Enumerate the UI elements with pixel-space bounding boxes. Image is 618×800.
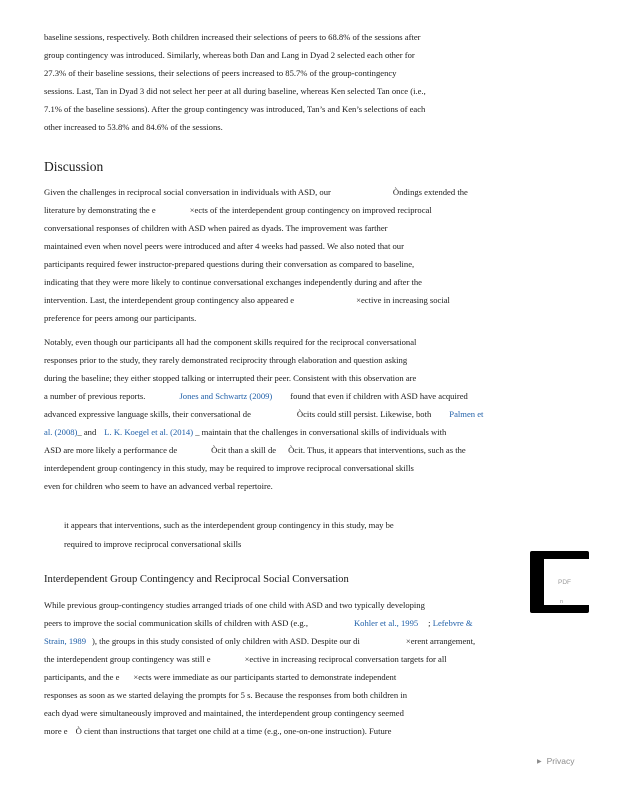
p4-l4a: the interdependent group contingency was still e (44, 654, 211, 664)
pdf-download-widget[interactable] (530, 551, 589, 613)
p3-l4a: a number of previous reports. (44, 391, 146, 401)
p3-line-5 (44, 408, 483, 420)
p4-l8b: Ò cient than instructions that target one child at a time (e.g., one-on-one instruction). Future (75, 726, 392, 736)
p1-line-1: baseline sessions, respectively. Both children increased their selections of peers to 68.8% of the sessions after (44, 32, 421, 42)
p2-line-2 (44, 204, 432, 216)
p2-line-8: preference for peers among our participants. (44, 313, 197, 323)
p3-l5b: Òcits could still persist. Likewise, both (296, 409, 432, 419)
p4-line-7: each dyad were simultaneously improved and maintained, the interdependent group contingency seemed (44, 708, 404, 718)
p4-l2b: ; (428, 618, 433, 628)
citation-koegel-2014[interactable]: L. K. Koegel et al. (2014) (104, 427, 194, 437)
citation-palmen-2008-part1[interactable]: Palmen et (449, 409, 484, 419)
citation-lefebvre-strain-1989-part1[interactable]: Lefebvre & (432, 618, 473, 628)
p4-l3a: ), the groups in this study consisted of only children with ASD. Despite our di (92, 636, 360, 646)
pdf-sub-label: n (560, 599, 564, 605)
p1-line-5: 7.1% of the baseline sessions). After the group contingency was introduced, Tan’s and Ken’s selections of each (44, 104, 426, 114)
p2-l7b: ×ective in increasing social (356, 295, 450, 305)
p4-line-3 (44, 635, 475, 647)
p3-line-4 (44, 390, 468, 402)
triangle-right-icon: ▶ (537, 759, 542, 765)
p4-line-6: responses as soon as we started delaying the prompts for 5 s. Because the responses from both children in (44, 690, 408, 700)
section-subheading: Interdependent Group Contingency and Reciprocal Social Conversation (44, 574, 349, 585)
p3-line-1: Notably, even though our participants all had the component skills required for the reciprocal conversational (44, 337, 417, 347)
p4-l4b: ×ective in increasing reciprocal conversation targets for all (244, 654, 447, 664)
p2-l1b: Òndings extended the (392, 187, 468, 197)
p3-l5a: advanced expressive language skills, their conversational de (44, 409, 251, 419)
p4-l5a: participants, and the e (44, 672, 120, 682)
p2-l2a: literature by demonstrating the e (44, 205, 156, 215)
p1-line-6: other increased to 53.8% and 84.6% of the sessions. (44, 122, 223, 132)
discussion-heading: Discussion (44, 159, 104, 174)
p2-l2b: ×ects of the interdependent group contingency on improved reciprocal (189, 205, 432, 215)
p3-line-7 (44, 444, 466, 456)
p3-l6a: _ and (77, 427, 97, 437)
p1-line-3: 27.3% of their baseline sessions, their selections of peers increased to 85.7% of the group-contingency (44, 68, 397, 78)
p2-line-5: participants required fewer instructor-prepared questions during their conversation as compared to baseline, (44, 259, 415, 269)
p2-line-7 (44, 294, 450, 306)
p3-l7b: Òcit than a skill de (211, 445, 277, 455)
p4-line-4 (44, 653, 447, 665)
privacy-link[interactable] (537, 756, 575, 766)
p4-l2a: peers to improve the social communication skills of children with ASD (e.g., (44, 618, 308, 628)
p3-l7a: ASD are more likely a performance de (44, 445, 178, 455)
privacy-label: Privacy (546, 756, 575, 766)
p3-line-3: during the baseline; they either stopped talking or interrupted their peer. Consistent with this observation are (44, 373, 417, 383)
p3-l4b: found that even if children with ASD have acquired (290, 391, 468, 401)
citation-palmen-2008-part2[interactable]: al. (2008) (44, 427, 78, 437)
p1-line-2: group contingency was introduced. Similarly, whereas both Dan and Lang in Dyad 2 selected each other for (44, 50, 415, 60)
p4-line-5 (44, 671, 396, 683)
p2-line-6: indicating that they were more likely to continue conversational exchanges independently during and after the (44, 277, 422, 287)
citation-lefebvre-strain-1989-part2[interactable]: Strain, 1989 (44, 636, 87, 646)
p3-line-2: responses prior to the study, they rarely demonstrated reciprocity through elaboration and question asking (44, 355, 408, 365)
p2-line-3: conversational responses of children with ASD when paired as dyads. The improvement was farther (44, 223, 388, 233)
p4-l3b: ×erent arrangement, (405, 636, 476, 646)
pullquote-line-1: it appears that interventions, such as the interdependent group contingency in this study, may be (64, 520, 394, 530)
p4-l5b: ×ects were immediate as our participants started to demonstrate independent (133, 672, 397, 682)
pdf-label: PDF (558, 579, 571, 586)
citation-kohler-1995[interactable]: Kohler et al., 1995 (353, 618, 419, 628)
pullquote-line-2: required to improve reciprocal conversational skills (64, 539, 242, 549)
pdf-widget-panel (544, 559, 589, 605)
p4-line-2 (44, 617, 473, 629)
p4-l8a: more e (44, 726, 68, 736)
p2-line-1 (44, 186, 468, 198)
p4-line-1: While previous group-contingency studies arranged triads of one child with ASD and two typically developing (44, 600, 425, 610)
p2-l7a: intervention. Last, the interdependent group contingency also appeared e (44, 295, 295, 305)
p3-l7c: Òcit. Thus, it appears that interventions, such as the (288, 445, 466, 455)
p4-line-8 (44, 725, 391, 737)
citation-jones-schwartz-2009[interactable]: Jones and Schwartz (2009) (179, 391, 273, 401)
p1-line-4: sessions. Last, Tan in Dyad 3 did not select her peer at all during baseline, whereas Ken selected Tan once (i.e., (44, 86, 426, 96)
p3-line-6 (44, 426, 446, 438)
p2-l1a: Given the challenges in reciprocal social conversation in individuals with ASD, our (44, 187, 331, 197)
p3-l6b: _ maintain that the challenges in conversational skills of individuals with (195, 427, 447, 437)
p2-line-4: maintained even when novel peers were introduced and after 4 weeks had passed. We also noted that our (44, 241, 404, 251)
p3-line-8: interdependent group contingency in this study, may be required to improve reciprocal conversational skills (44, 463, 414, 473)
p3-line-9: even for children who seem to have an advanced verbal repertoire. (44, 481, 273, 491)
